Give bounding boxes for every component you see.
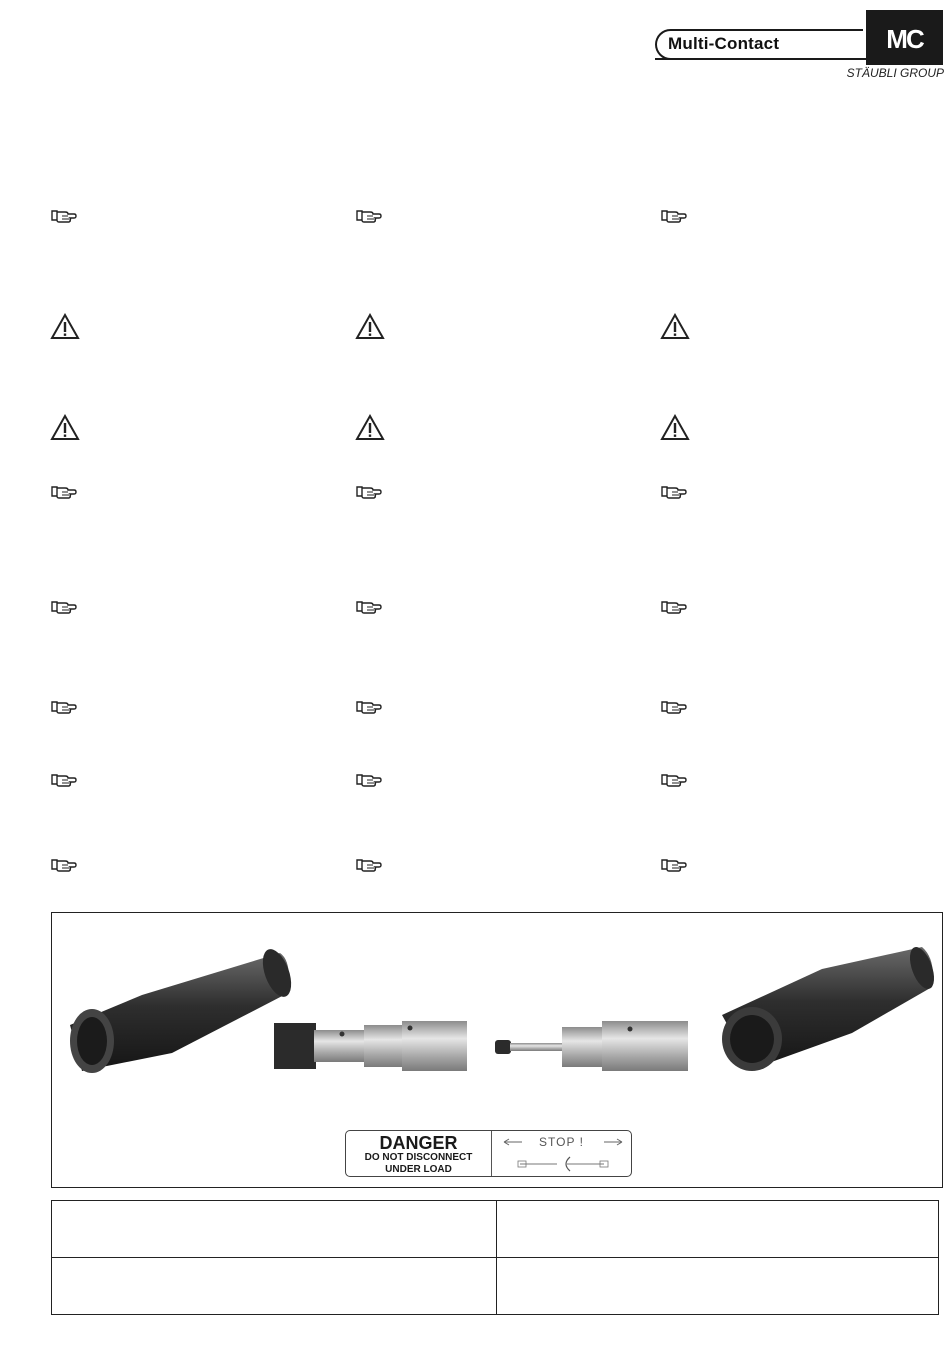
contact-pin-male: [495, 1021, 688, 1071]
stop-arrows-icon: [492, 1131, 631, 1176]
warning-triangle-icon: [50, 313, 80, 341]
pointing-hand-icon: [355, 856, 385, 884]
warning-triangle-icon: [660, 414, 690, 442]
pointing-hand-icon: [355, 483, 385, 511]
connector-housing-right: [722, 944, 939, 1071]
pointing-hand-icon: [660, 598, 690, 626]
pointing-hand-icon: [50, 856, 80, 884]
pointing-hand-icon: [355, 698, 385, 726]
pointing-hand-icon: [50, 207, 80, 235]
connector-housing-left: [70, 945, 297, 1073]
pointing-hand-icon: [660, 207, 690, 235]
pointing-hand-icon: [50, 483, 80, 511]
warning-triangle-icon: [50, 414, 80, 442]
danger-warning-label: [345, 1130, 632, 1177]
danger-line-1: DO NOT DISCONNECT: [364, 1152, 473, 1163]
pointing-hand-icon: [50, 698, 80, 726]
table-cell: [497, 1258, 938, 1314]
danger-title: DANGER: [379, 1133, 458, 1153]
table-cell: [52, 1258, 496, 1314]
pointing-hand-icon: [660, 698, 690, 726]
stop-text: STOP !: [539, 1135, 584, 1149]
pointing-hand-icon: [660, 856, 690, 884]
pointing-hand-icon: [660, 771, 690, 799]
info-table: [51, 1200, 939, 1315]
brand-name: Multi-Contact: [668, 34, 780, 53]
warning-triangle-icon: [355, 313, 385, 341]
pointing-hand-icon: [355, 598, 385, 626]
pointing-hand-icon: [660, 483, 690, 511]
stop-pictogram: [492, 1131, 631, 1176]
pointing-hand-icon: [355, 207, 385, 235]
danger-label-text: [346, 1131, 492, 1176]
brand-group: STÄUBLI GROUP: [846, 66, 944, 80]
pointing-hand-icon: [355, 771, 385, 799]
brand-monogram: MC: [866, 10, 943, 65]
warning-triangle-icon: [355, 414, 385, 442]
table-cell: [497, 1201, 938, 1257]
pointing-hand-icon: [50, 771, 80, 799]
table-cell: [52, 1201, 496, 1257]
pointing-hand-icon: [50, 598, 80, 626]
contact-pin-female: [274, 1021, 467, 1071]
danger-line-2: UNDER LOAD: [385, 1164, 452, 1175]
warning-triangle-icon: [660, 313, 690, 341]
